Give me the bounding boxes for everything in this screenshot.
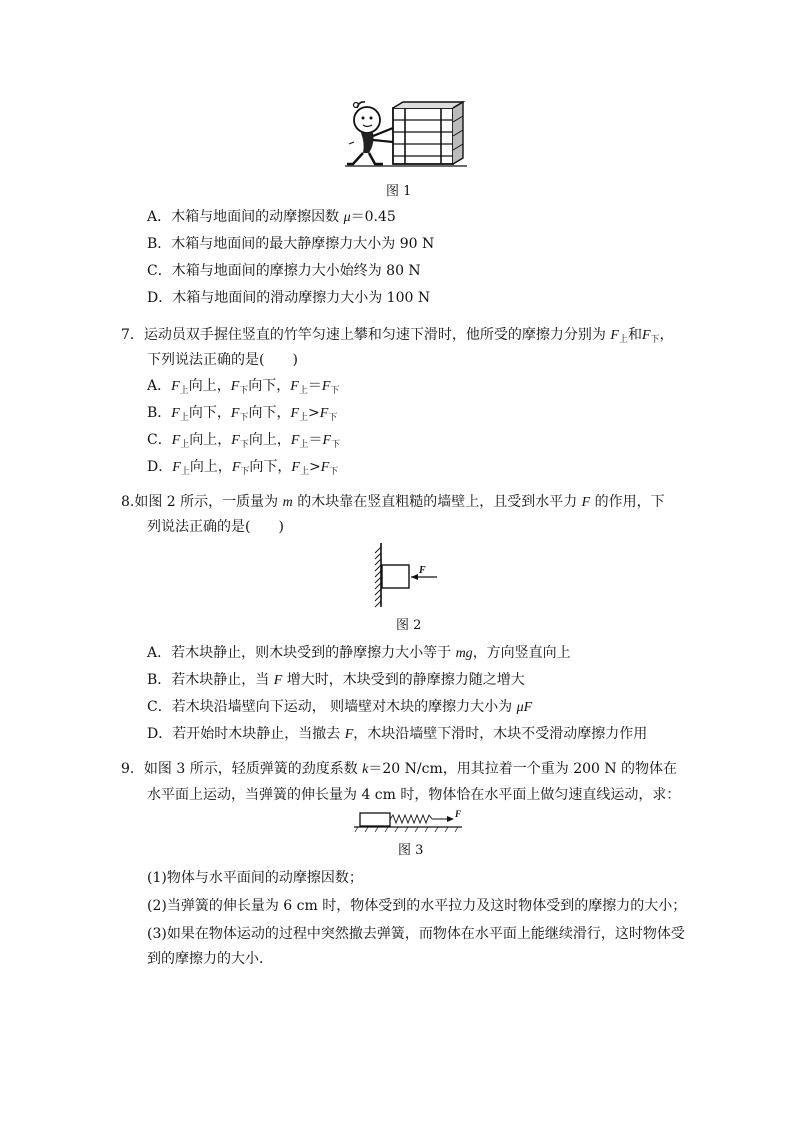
figure-2-block-on-wall [373,543,443,609]
figure-1-caption: 图 1 [386,184,412,199]
q7-stem-line1: 7．运动员双手握住竖直的竹竿匀速上攀和匀速下滑时，他所受的摩擦力分别为 $F_上$和$F_下$， [121,327,674,345]
q8-option-b[interactable]: B．若木块静止，当 F 增大时，木块受到的静摩擦力随之增大 [147,672,525,688]
q8-stem-line1: 8.如图 2 所示，一质量为 m 的木块靠在竖直粗糙的墙壁上，且受到水平力 F 的作用，下 [121,494,665,510]
q9-stem-line1: 9．如图 3 所示，轻质弹簧的劲度系数 k＝20 N/cm，用其拉着一个重为 200 N 的物体在 [121,761,678,777]
q8-option-a[interactable]: A．若木块静止，则木块受到的静摩擦力大小等于 mg，方向竖直向上 [147,645,571,661]
q6-option-d[interactable]: D．木箱与地面间的滑动摩擦力大小为 100 N [147,290,431,306]
q9-subquestion-2: (2)当弹簧的伸长量为 6 cm 时，物体受到的水平拉力及这时物体受到的摩擦力的大小； [147,898,687,914]
figure-2-force-label: F [419,565,426,576]
q8-option-c[interactable]: C．若木块沿墙壁向下运动， 则墙壁对木块的摩擦力大小为 μF [147,699,533,715]
q9-subquestion-3-line2: 到的摩擦力的大小． [147,951,273,967]
q7-stem-line2: 下列说法正确的是( ) [147,352,298,368]
figure-2-caption: 图 2 [396,618,422,633]
q7-option-a[interactable]: A．$F_上$向上，$F_下$向下，$F_上=F_下$ [147,378,340,396]
q9-subquestion-3-line1: (3)如果在物体运动的过程中突然撤去弹簧，而物体在水平面上能继续滑行，这时物体受 [147,926,685,942]
q6-option-a[interactable]: A．木箱与地面间的动摩擦因数 μ＝0.45 [147,209,396,225]
q7-option-c[interactable]: C．$F_上$向上，$F_下$向上，$F_上=F_下$ [147,432,341,450]
q7-option-b[interactable]: B．$F_上$向下，$F_下$向下，$F_上>F_下$ [147,405,338,423]
q7-option-d[interactable]: D．$F_上$向上，$F_下$向下，$F_上>F_下$ [147,459,339,477]
figure-1-person-pushing-crate [345,98,470,173]
q9-stem-line2: 水平面上运动，当弹簧的伸长量为 4 cm 时，物体恰在水平面上做匀速直线运动，求： [147,787,681,803]
figure-3-caption: 图 3 [398,843,424,858]
q8-option-d[interactable]: D．若开始时木块静止，当撤去 F，木块沿墙壁下滑时，木块不受滑动摩擦力作用 [147,726,648,742]
figure-3-block-with-spring [354,807,464,833]
q8-stem-line2: 列说法正确的是( ) [147,519,284,535]
figure-3-force-label: F [455,809,462,819]
q9-subquestion-1: (1)物体与水平面间的动摩擦因数； [147,870,363,886]
q6-option-c[interactable]: C．木箱与地面间的摩擦力大小始终为 80 N [147,263,421,279]
q6-option-b[interactable]: B．木箱与地面间的最大静摩擦力大小为 90 N [147,236,435,252]
